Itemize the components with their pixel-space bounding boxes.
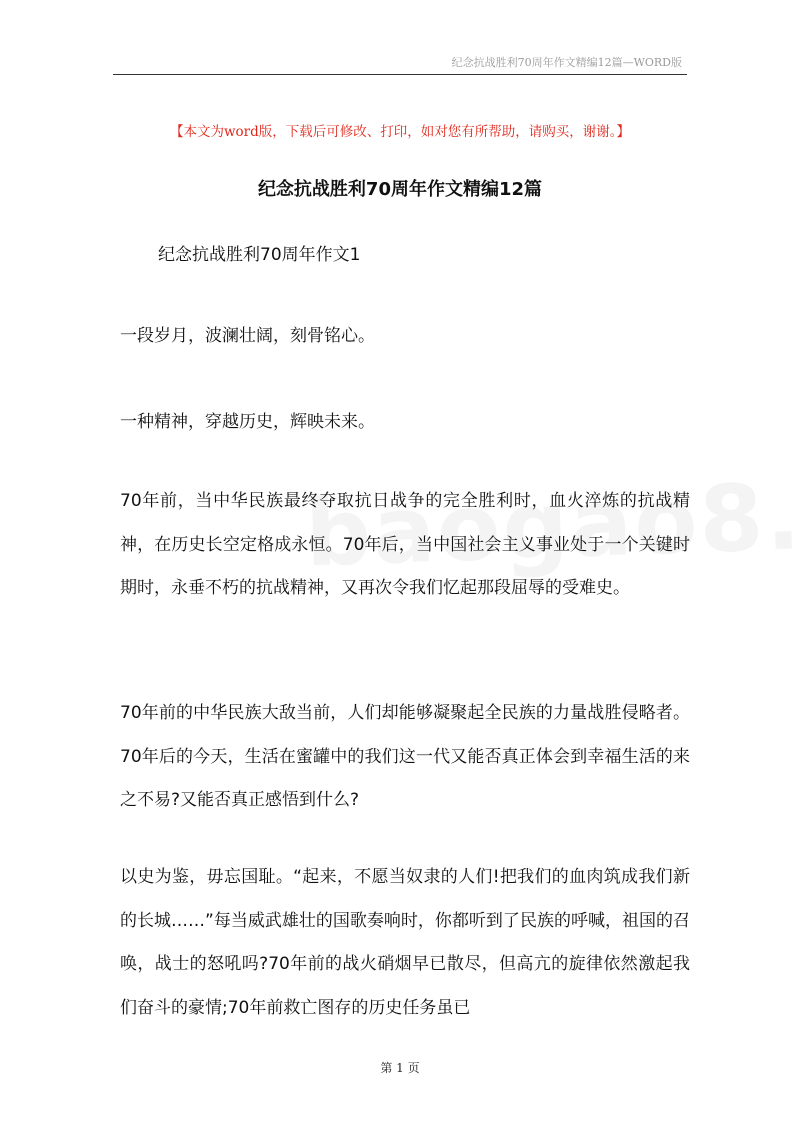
paragraph-1: 一段岁月，波澜壮阔，刻骨铭心。 <box>120 326 375 346</box>
header-divider <box>113 74 687 75</box>
section-title: 纪念抗战胜利70周年作文1 <box>158 245 361 265</box>
paragraph-5: 以史为鉴，毋忘国耻。“起来，不愿当奴隶的人们!把我们的血肉筑成我们新的长城……”每当威武雄壮的国歌奏响时，你都听到了民族的呼喊，祖国的召唤，战士的怒吼吗?70年前的战火硝烟早已散尽，但高亢的旋律依然激起我们奋斗的豪情;70年前救亡图存的历史任务虽已 <box>120 867 690 1018</box>
running-header: 纪念抗战胜利70周年作文精编12篇—WORD版 <box>451 56 682 69</box>
paragraph-2: 一种精神，穿越历史，辉映未来。 <box>120 412 375 432</box>
page-number: 第 1 页 <box>380 1061 420 1075</box>
purchase-notice: 【本文为word版，下载后可修改、打印，如对您有所帮助，请购买，谢谢。】 <box>169 124 631 140</box>
paragraph-3: 70年前，当中华民族最终夺取抗日战争的完全胜利时，血火淬炼的抗战精神，在历史长空定格成永恒。70年后，当中国社会主义事业处于一个关键时期时，永垂不朽的抗战精神，又再次令我们忆起那段屈辱的受难史。 <box>120 491 690 598</box>
paragraph-4: 70年前的中华民族大敌当前，人们却能够凝聚起全民族的力量战胜侵略者。70年后的今天，生活在蜜罐中的我们这一代又能否真正体会到幸福生活的来之不易?又能否真正感悟到什么? <box>120 703 690 810</box>
document-title: 纪念抗战胜利70周年作文精编12篇 <box>257 179 543 200</box>
